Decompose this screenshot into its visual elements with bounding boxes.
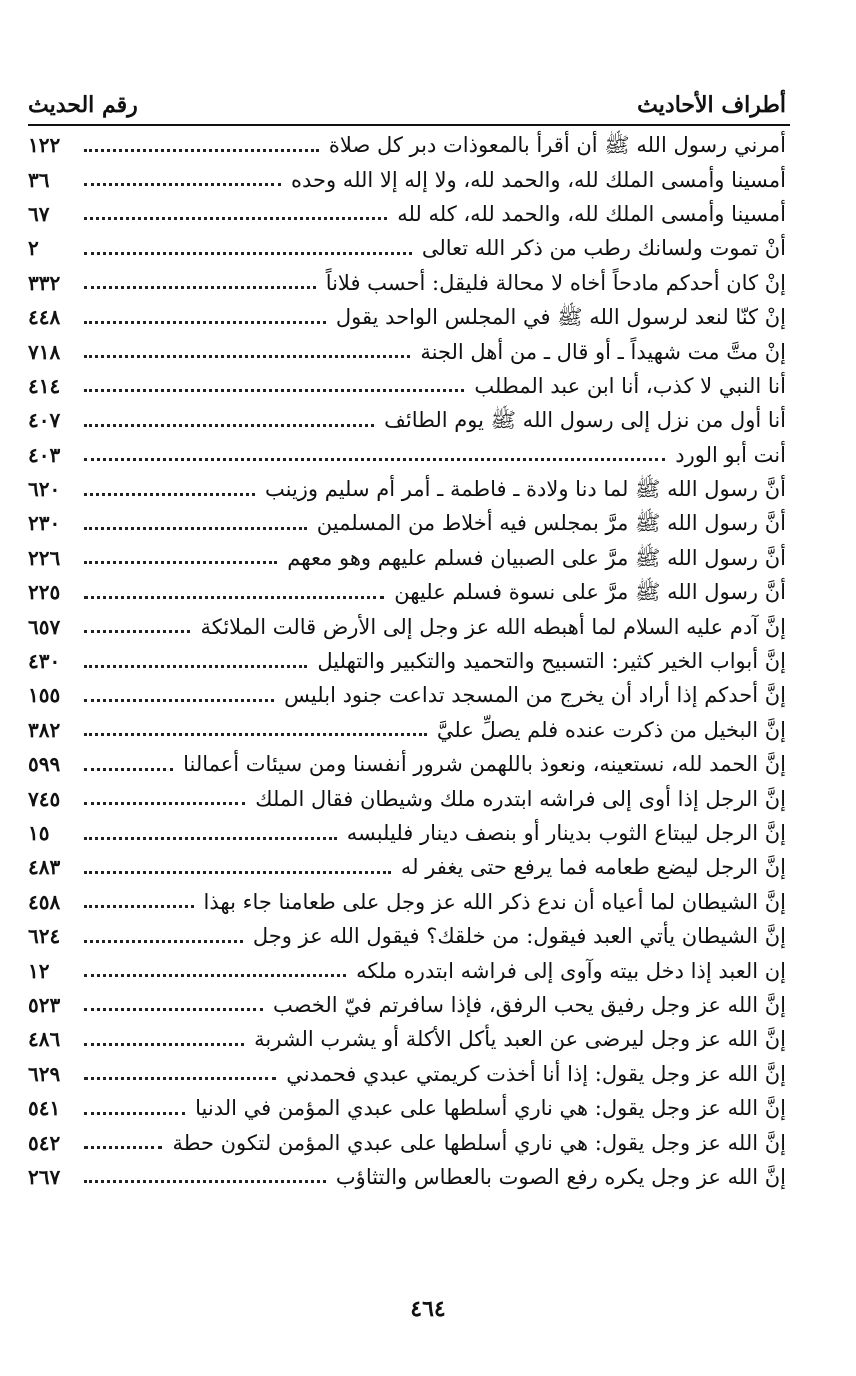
entry-number: ٤٠٧ — [28, 408, 61, 433]
index-entry — [28, 678, 786, 712]
entry-number: ١٥ — [28, 821, 50, 845]
dot-leader — [84, 1077, 276, 1080]
entry-number: ٢ — [28, 236, 39, 261]
entry-number: ٢٦٧ — [28, 1164, 61, 1189]
dot-leader — [84, 1112, 185, 1115]
entry-text: إنَّ الله عز وجل رفيق يحب الرفق، فإذا سافرتم فيّ الخصب — [272, 992, 786, 1017]
entry-text: إنَّ الله عز وجل يقول: هي ناري أسلطها على عبدي المؤمن لتكون حطة — [172, 1130, 786, 1155]
entry-number: ٧٤٥ — [28, 786, 61, 811]
dot-leader — [84, 1008, 263, 1011]
dot-leader — [84, 768, 173, 771]
entry-number: ١٥٥ — [28, 683, 61, 708]
entry-text: إنَّ الرجل ليبتاع الثوب بدينار أو بنصف دينار فليلبسه — [346, 821, 786, 845]
entry-text: إنَّ الشيطان لما أعياه أن ندع ذكر الله عز وجل على طعامنا جاء بهذا — [203, 889, 786, 914]
index-entry — [28, 438, 786, 472]
entry-text: أنَّ رسول الله ﷺ مرَّ على الصبيان فسلم عليهم وهو معهم — [287, 545, 786, 570]
dot-leader — [84, 802, 245, 805]
dot-leader — [84, 630, 190, 633]
index-entry — [28, 919, 786, 953]
dot-leader — [84, 699, 274, 702]
entry-text: أنا النبي لا كذب، أنا ابن عبد المطلب — [474, 373, 786, 398]
header-column-label: رقم الحديث — [28, 92, 138, 118]
dot-leader — [84, 286, 316, 289]
entry-text: إنَّ الله عز وجل يقول: إذا أنا أخذت كريمتي عبدي فحمدني — [286, 1061, 786, 1086]
entry-number: ٣٣٢ — [28, 270, 61, 295]
dot-leader — [84, 837, 337, 840]
index-entry — [28, 1125, 786, 1159]
dot-leader — [84, 217, 387, 220]
index-entry — [28, 609, 786, 643]
header-title: أطراف الأحاديث — [637, 92, 786, 118]
entry-number: ٤٤٨ — [28, 305, 61, 330]
entry-text: إنَّ الشيطان يأتي العبد فيقول: من خلقك؟ فيقول الله عز وجل — [252, 924, 786, 949]
entry-number: ٣٨٢ — [28, 717, 61, 742]
dot-leader — [84, 149, 319, 152]
index-entry — [28, 1091, 786, 1125]
entry-text: أنَّ رسول الله ﷺ لما دنا ولادة ـ فاطمة ـ أمر أم سليم وزينب — [264, 477, 786, 502]
index-entry — [28, 1160, 786, 1194]
index-entry — [28, 644, 786, 678]
index-entry — [28, 1022, 786, 1056]
entry-text: إنَّ الله عز وجل يكره رفع الصوت بالعطاس والتثاؤب — [335, 1164, 786, 1189]
index-entry — [28, 713, 786, 747]
index-entry — [28, 781, 786, 815]
entry-number: ٦٢٠ — [28, 477, 61, 502]
entry-number: ٦٧ — [28, 201, 50, 226]
entry-number: ٦٢٩ — [28, 1061, 61, 1086]
index-entry — [28, 403, 786, 437]
index-entry — [28, 128, 786, 162]
dot-leader — [84, 974, 346, 977]
entry-text: أنا أول من نزل إلى رسول الله ﷺ يوم الطائف — [384, 408, 786, 433]
entry-number: ٦٥٧ — [28, 614, 61, 639]
index-entry — [28, 162, 786, 196]
entry-text: إنْ كنّا لنعد لرسول الله ﷺ في المجلس الواحد يقول — [335, 305, 786, 330]
index-entry — [28, 575, 786, 609]
entry-number: ٤٨٦ — [28, 1027, 61, 1052]
dot-leader — [84, 389, 464, 392]
entry-number: ٤٣٠ — [28, 649, 61, 674]
dot-leader — [84, 1180, 326, 1183]
entry-number: ٣٦ — [28, 167, 50, 192]
entry-text: إنْ متَّ مت شهيداً ـ أو قال ـ من أهل الجنة — [420, 339, 786, 364]
dot-leader — [84, 665, 307, 668]
entry-text: أمرني رسول الله ﷺ أن أقرأ بالمعوذات دبر كل صلاة — [328, 133, 786, 158]
index-entry — [28, 816, 786, 850]
entry-number: ٤١٤ — [28, 373, 61, 398]
entry-number: ٧١٨ — [28, 339, 61, 364]
dot-leader — [84, 905, 194, 908]
dot-leader — [84, 871, 391, 874]
dot-leader — [84, 493, 255, 496]
entry-number: ٤٨٣ — [28, 855, 61, 880]
index-entry — [28, 231, 786, 265]
entry-text: أنت أبو الورد — [675, 442, 786, 467]
dot-leader — [84, 321, 326, 324]
dot-leader — [84, 252, 412, 255]
dot-leader — [84, 940, 243, 943]
entry-text: إنْ كان أحدكم مادحاً أخاه لا محالة فليقل: أحسب فلاناً — [325, 270, 786, 295]
index-entry — [28, 369, 786, 403]
entry-text: إنَّ آدم عليه السلام لما أهبطه الله عز وجل إلى الأرض قالت الملائكة — [200, 614, 786, 639]
entry-text: أمسينا وأمسى الملك لله، والحمد لله، ولا إله إلا الله وحده — [290, 167, 786, 192]
entry-number: ٥٤٢ — [28, 1130, 61, 1155]
running-header — [28, 86, 786, 120]
index-entry — [28, 541, 786, 575]
hadith-index-list — [28, 128, 786, 1194]
entry-number: ٤٠٣ — [28, 442, 61, 467]
entry-number: ٦٢٤ — [28, 924, 61, 949]
entry-text: أنَّ رسول الله ﷺ مرَّ على نسوة فسلم عليهن — [394, 580, 786, 605]
dot-leader — [84, 458, 665, 461]
index-entry — [28, 197, 786, 231]
dot-leader — [84, 596, 384, 599]
index-entry — [28, 953, 786, 987]
dot-leader — [84, 733, 427, 736]
entry-number: ٥٤١ — [28, 1096, 61, 1121]
index-entry — [28, 266, 786, 300]
entry-text: إن العبد إذا دخل بيته وآوى إلى فراشه ابتدره ملكه — [356, 958, 786, 983]
dot-leader — [84, 183, 281, 186]
index-entry — [28, 472, 786, 506]
dot-leader — [84, 527, 307, 530]
entry-text: إنَّ الرجل إذا أوى إلى فراشه ابتدره ملك وشيطان فقال الملك — [255, 786, 786, 811]
entry-text: أمسينا وأمسى الملك لله، والحمد لله، كله لله — [397, 201, 786, 226]
entry-text: إنَّ الله عز وجل ليرضى عن العبد يأكل الأكلة أو يشرب الشربة — [254, 1027, 786, 1052]
entry-number: ٢٣٠ — [28, 511, 61, 536]
entry-text: إنَّ الحمد لله، نستعينه، ونعوذ باللهمن شرور أنفسنا ومن سيئات أعمالنا — [183, 752, 786, 777]
index-entry — [28, 506, 786, 540]
entry-text: إنَّ أبواب الخير كثير: التسبيح والتحميد والتكبير والتهليل — [317, 649, 786, 674]
entry-text: إنَّ الله عز وجل يقول: هي ناري أسلطها على عبدي المؤمن في الدنيا — [195, 1096, 786, 1121]
index-entry — [28, 988, 786, 1022]
entry-number: ٢٢٦ — [28, 545, 61, 570]
entry-number: ٢٢٥ — [28, 580, 61, 605]
index-entry — [28, 334, 786, 368]
index-entry — [28, 1057, 786, 1091]
entry-text: إنَّ الرجل ليضع طعامه فما يرفع حتى يغفر له — [400, 855, 786, 880]
dot-leader — [84, 424, 374, 427]
index-entry — [28, 850, 786, 884]
dot-leader — [84, 355, 410, 358]
entry-number: ٥٩٩ — [28, 752, 61, 777]
dot-leader — [84, 1146, 162, 1149]
entry-text: أنَّ رسول الله ﷺ مرَّ بمجلس فيه أخلاط من المسلمين — [316, 511, 786, 536]
entry-number: ٤٥٨ — [28, 889, 61, 914]
index-entry — [28, 747, 786, 781]
page-number: ٤٦٤ — [410, 1296, 446, 1322]
dot-leader — [84, 1043, 244, 1046]
index-entry — [28, 885, 786, 919]
entry-text: أنْ تموت ولسانك رطب من ذكر الله تعالى — [421, 236, 786, 261]
header-divider — [28, 124, 790, 126]
index-entry — [28, 300, 786, 334]
entry-text: إنَّ البخيل من ذكرت عنده فلم يصلِّ عليَّ — [436, 717, 786, 742]
entry-number: ١٢٢ — [28, 133, 61, 158]
entry-number: ١٢ — [28, 958, 50, 983]
entry-number: ٥٢٣ — [28, 992, 61, 1017]
dot-leader — [84, 561, 277, 564]
entry-text: إنَّ أحدكم إذا أراد أن يخرج من المسجد تداعت جنود ابليس — [284, 683, 786, 708]
